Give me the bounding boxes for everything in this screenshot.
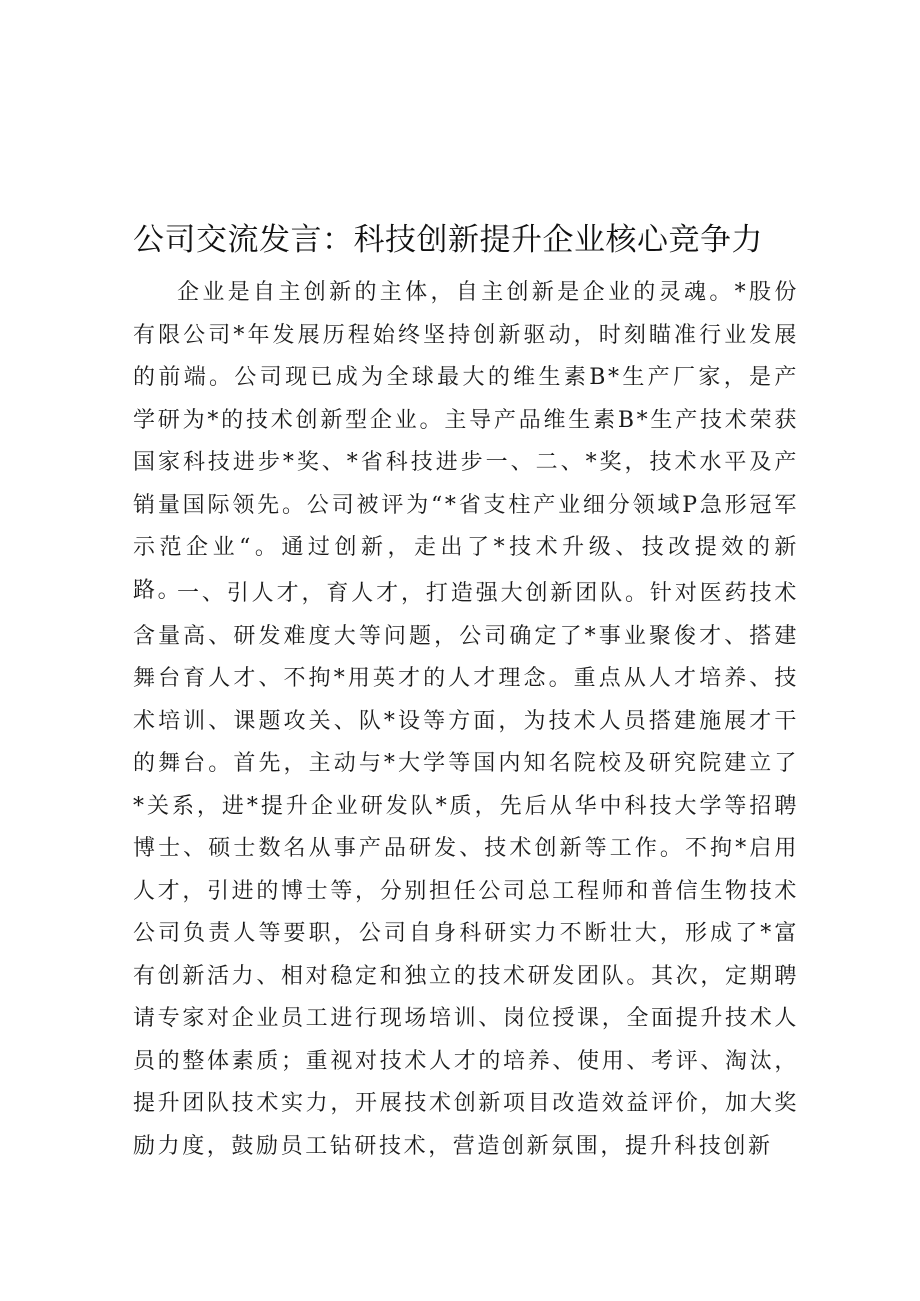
paragraph-block: [133, 272, 799, 612]
paragraph-intro: 企业是自主创新的主体，自主创新是企业的灵魂。*股份有限公司*年发展历程始终坚持创新驱动，时刻瞄准行业发展的前端。公司现已成为全球最大的维生素B*生产厂家，是产学研为*的技术创新型企业。主导产品维生素B*生产技术荣获国家科技进步*奖、*省科技进步一、二、*奖，技术水平及产销量国际领先。公司被评为“*省支柱产业细分领域P急形冠军示范企业“。通过创新，走出了*技术升级、技改提效的新路。: [133, 280, 799, 603]
paragraph-talent: 一、引人才，育人才，打造强大创新团队。针对医药技术含量高、研发难度大等问题，公司确定了*事业聚俊才、搭建舞台育人才、不拘*用英才的人才理念。重点从人才培养、技术培训、课题攻关、队*设等方面，为技术人员搭建施展才干的舞台。首先，主动与*大学等国内知名院校及研究院建立了*关系，进*提升企业研发队*质，先后从华中科技大学等招聘博士、硕士数名从事产品研发、技术创新等工作。不拘*启用人才，引进的博士等，分别担任公司总工程师和普信生物技术公司负责人等要职，公司自身科研实力不断壮大，形成了*富有创新活力、相对稳定和独立的技术研发团队。其次，定期聘请专家对企业员工进行现场培训、岗位授课，全面提升技术人员的整体素质；重视对技术人才的培养、使用、考评、淘汰，提升团队技术实力，开展技术创新项目改造效益评价，加大奖励力度，鼓励员工钻研技术，营造创新氛围，提升科技创新: [133, 581, 799, 1159]
paragraph-block: [133, 573, 799, 1168]
document-title: 公司交流发言：科技创新提升企业核心竞争力: [133, 222, 763, 258]
